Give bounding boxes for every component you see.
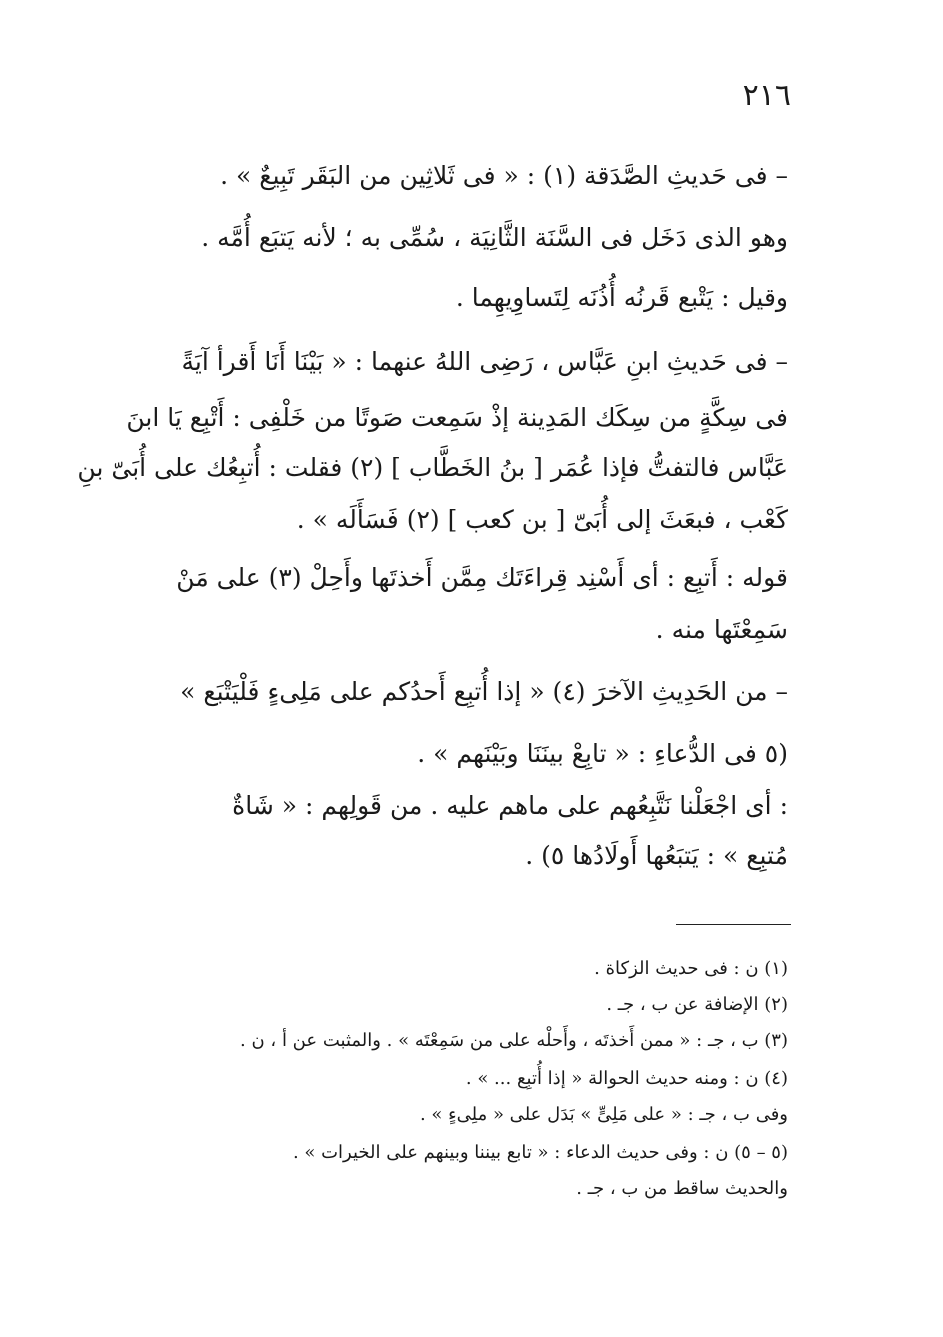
- text-line: فى سِكَّةٍ من سِكَك المَدِينة إذْ سَمِعت صَوتًا من خَلْفِى : أَتْبِع يَا ابنَ: [126, 403, 788, 432]
- text-line: : أى اجْعَلْنا نَتَّبِعُهم على ماهم عليه . من قَولِهم : « شَاةٌ: [232, 791, 788, 820]
- page-number: ٢١٦: [742, 78, 791, 113]
- text-line: كَعْب ، فبعَثَ إلى أُبَىّ [ بن كعب ] (٢) فَسَأَلَه » .: [296, 505, 788, 534]
- text-line: – من الحَدِيثِ الآخرَ (٤) « إذا أُتبِع أَحدُكم على مَلِىءٍ فَلْيَتْبَع »: [180, 677, 788, 706]
- text-line: – فى حَديثِ ابنِ عَبَّاس ، رَضِى اللهُ عنهما : « بَيْنَا أَنَا أَقرأ آيَةً: [181, 347, 788, 376]
- footnote: وفى ب ، جـ : « على مَلِىٍّ » بَدَل على « ملِىءٍ » .: [419, 1104, 788, 1125]
- text-line: (٥ فى الدُّعاءِ : « تابِعْ بينَنَا وبَيْنَهم » .: [417, 739, 788, 768]
- text-line: – فى حَديثِ الصَّدَقة (١) : « فى ثَلاثِين من البَقَر تَبِيعٌ » .: [220, 161, 788, 190]
- footnote: (١) ن : فى حديث الزكاة .: [594, 958, 788, 979]
- text-line: مُتبِع » : يَتبَعُها أَولَادُها ٥) .: [525, 841, 788, 870]
- footnote: (٢) الإضافة عن ب ، جـ .: [606, 994, 788, 1015]
- text-line: سَمِعْتَها منه .: [655, 615, 788, 644]
- footnote: والحديث ساقط من ب ، جـ .: [576, 1178, 788, 1199]
- footnote: (٤) ن : ومنه حديث الحوالة « إذا أُتبِع ... » .: [465, 1068, 788, 1089]
- text-line: عَبَّاس فالتفتُّ فإذا عُمَر [ بنُ الخَطَّاب ] (٢) فقلت : أُتبِعُك على أُبَىّ بنِ: [77, 453, 788, 482]
- footnote: (٥ – ٥) ن : وفى حديث الدعاء : « تابع بيننا وبينهم على الخيرات » .: [292, 1142, 788, 1163]
- footnote-separator: [676, 924, 791, 925]
- text-line: وقيل : يَتْبع قَرنُه أُذُنَه لِتَساوِيهِما .: [455, 283, 788, 312]
- footnote: (٣) ب ، جـ : « ممن أَخذتَه ، وأَحلْه على من سَمِعْتَه » . والمثبت عن أ ، ن .: [240, 1030, 788, 1051]
- text-line: وهو الذى دَخَل فى السَّنَة الثَّانِيَة ، سُمِّى به ؛ لأنه يَتبَع أُمَّه .: [201, 223, 788, 252]
- text-line: قوله : أَتبِع : أى أَسْنِد قِراءَتَك مِمَّن أَخذتَها وأَحِلْ (٣) على مَنْ: [176, 563, 788, 592]
